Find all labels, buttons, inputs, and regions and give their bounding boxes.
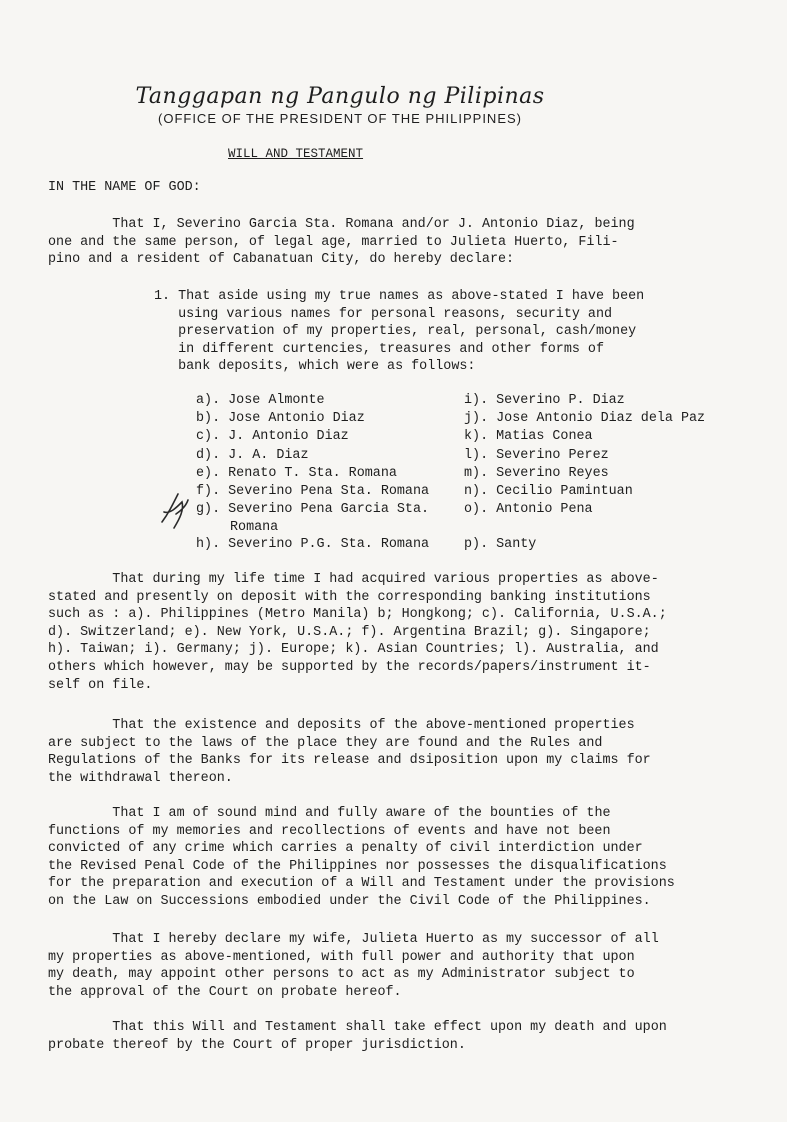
paragraph-successor: That I hereby declare my wife, Julieta Huerto as my successor of all my properties as above-mentioned, with full power and authority that upon my death, may appoint other persons to act as my Administrator subject to the approval of the Court on probate hereof.	[48, 932, 659, 1000]
alias-left: g). Severino Pena Garcia Sta.	[196, 502, 430, 518]
alias-list	[196, 392, 756, 555]
alias-left: h). Severino P.G. Sta. Romana	[196, 537, 430, 553]
paragraph-sound-mind: That I am of sound mind and fully aware of the bounties of the functions of my memories and recollections of events and have not been convicted of any crime which carries a penalty of civil interdiction under the Revised Penal Code of the Philippines nor possesses the disqualifications for the preparation and execution of a Will and Testament under the provisions on the Law on Successions embodied under the Civil Code of the Philippines.	[48, 806, 675, 909]
alias-left: d). J. A. Diaz	[196, 447, 309, 463]
alias-right: n). Cecilio Pamintuan	[464, 483, 633, 499]
alias-left: b). Jose Antonio Diaz	[196, 411, 365, 427]
alias-left: c). J. Antonio Diaz	[196, 429, 349, 445]
alias-right: j). Jose Antonio Diaz dela Paz	[464, 411, 706, 427]
alias-row	[196, 392, 756, 410]
paragraph-existence: That the existence and deposits of the above-mentioned properties are subject to the laws of the place they are found and the Rules and Regulations of the Banks for its release and dsiposition upon my claims for the withdrawal thereon.	[48, 718, 651, 786]
alias-right: m). Severino Reyes	[464, 465, 609, 481]
paragraph-effect: That this Will and Testament shall take effect upon my death and upon probate thereof by the Court of proper jurisdiction.	[48, 1020, 667, 1053]
alias-row	[196, 483, 756, 501]
letterhead-tagalog: Tanggapan ng Pangulo ng Pilipinas	[135, 84, 545, 109]
alias-right: l). Severino Perez	[464, 447, 609, 463]
handwritten-initials-mark	[158, 484, 192, 534]
invocation: IN THE NAME OF GOD:	[48, 180, 201, 195]
alias-row	[196, 447, 756, 465]
alias-right: p). Santy	[464, 537, 537, 553]
letterhead	[120, 84, 560, 128]
alias-row	[196, 465, 756, 483]
alias-right: i). Severino P. Diaz	[464, 393, 625, 408]
alias-right: o). Antonio Pena	[464, 502, 593, 518]
alias-row	[196, 428, 756, 446]
alias-right: k). Matias Conea	[464, 429, 593, 445]
letterhead-english: (OFFICE OF THE PRESIDENT OF THE PHILIPPINES)	[158, 111, 522, 126]
alias-continuation: Romana	[230, 520, 279, 536]
alias-left: f). Severino Pena Sta. Romana	[196, 483, 430, 499]
item-1-paragraph: 1. That aside using my true names as above-stated I have been using various names for personal reasons, security and preservation of my properties, real, personal, cash/money in different curtencies, treasures and other forms of bank deposits, which were as follows:	[154, 289, 645, 375]
alias-row	[196, 536, 756, 554]
alias-row	[196, 410, 756, 428]
alias-row	[196, 501, 756, 519]
alias-left: e). Renato T. Sta. Romana	[196, 465, 397, 481]
alias-left: a). Jose Almonte	[196, 393, 325, 408]
intro-paragraph: That I, Severino Garcia Sta. Romana and/or J. Antonio Diaz, being one and the same person, of legal age, married to Julieta Huerto, Fili- pino and a resident of Cabanatuan City, do hereby declare:	[48, 217, 635, 268]
document-title: WILL AND TESTAMENT	[228, 147, 364, 161]
paragraph-properties: That during my life time I had acquired various properties as above- stated and presently on deposit with the corresponding banking institutions such as : a). Philippines (Metro Manila) b; Hongkong; c). California, U.S.A.; d). Switzerland; e). New York, U.S.A.; f). Argentina Brazil; g). Singapore; h). Taiwan; i). Germany; j). Europe; k). Asian Countries; l). Australia, and others which however, may be supported by the records/papers/instrument it- self on file.	[48, 572, 667, 693]
